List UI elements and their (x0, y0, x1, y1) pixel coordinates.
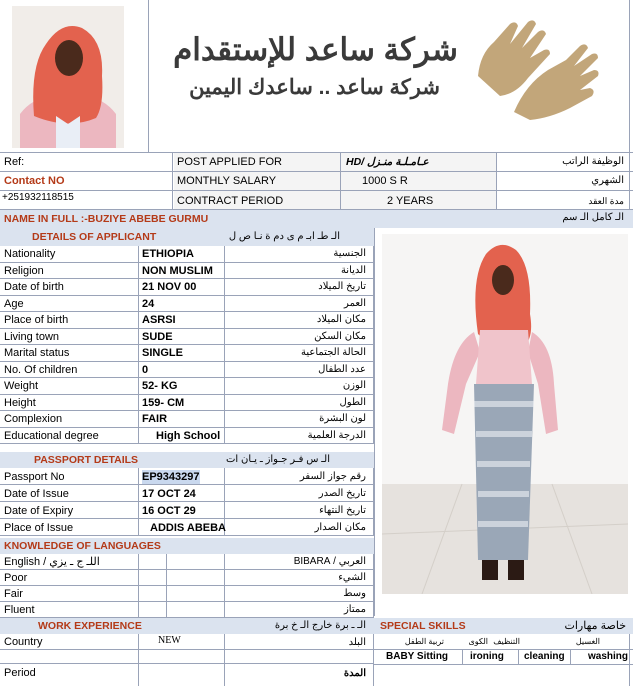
full-name-ar: الـ كامل الـ سم (562, 212, 624, 223)
details-label: Educational degree (4, 429, 99, 442)
row-divider (0, 569, 374, 570)
skill-header-ar-2: التنظيف (493, 637, 520, 646)
row-divider (0, 377, 374, 378)
row-divider (0, 443, 374, 444)
work-title: WORK EXPERIENCE (38, 620, 142, 632)
country-ar: البلد (348, 637, 366, 648)
details-value: SINGLE (142, 347, 183, 360)
passport-table (0, 468, 374, 536)
details-label-ar: الديانة (340, 264, 366, 276)
details-title: DETAILS OF APPLICANT (32, 231, 157, 243)
contract-label-ar: مدة العقد (588, 196, 624, 206)
languages-bar (0, 538, 374, 554)
row-divider (0, 518, 374, 519)
row-divider (0, 361, 374, 362)
languages-label-ar: وسط (343, 588, 366, 599)
skill-cleaning: cleaning (524, 651, 565, 662)
details-value: 21 NOV 00 (142, 281, 197, 294)
contact-number: +251932118515 (2, 192, 74, 203)
period-label: Period (4, 667, 36, 679)
details-label: Nationality (4, 248, 56, 261)
details-value: 159- CM (142, 396, 185, 409)
details-value: High School (156, 429, 221, 442)
details-table (0, 246, 374, 444)
passport-value: EP9343297 (142, 470, 200, 483)
passport-label-ar: مكان الصدار (314, 521, 366, 533)
skill-baby-sitting: BABY Sitting (386, 651, 449, 662)
languages-label: Fluent (4, 604, 35, 616)
details-label: Complexion (4, 413, 63, 426)
row-divider (0, 262, 374, 263)
period-ar: المدة (343, 668, 366, 679)
details-value: 52- KG (142, 380, 178, 393)
details-label-ar: العمر (344, 297, 366, 309)
languages-label-ar: العربي / BIBARA (293, 556, 366, 567)
header-frame-left (148, 0, 149, 152)
details-label: Marital status (4, 347, 70, 360)
company-name: شركة ساعد للإستقدام (173, 32, 458, 67)
languages-label-ar: ممتاز (343, 604, 366, 615)
details-label-ar: الجنسية (333, 248, 366, 260)
row-divider (0, 311, 374, 312)
passport-value: ADDIS ABEBA (150, 521, 226, 534)
country-value: NEW (158, 635, 181, 646)
details-label: Religion (4, 264, 44, 277)
passport-value: 17 OCT 24 (142, 487, 196, 500)
contact-label: Contact NO (4, 175, 65, 187)
work-table (0, 634, 374, 686)
details-value: FAIR (142, 413, 168, 426)
hands-logo (470, 14, 610, 124)
details-label: Age (4, 297, 24, 310)
passport-label: Passport No (4, 470, 65, 483)
row-divider (0, 535, 374, 536)
passport-label: Date of Expiry (4, 504, 74, 517)
row-divider (0, 427, 374, 428)
passport-title: PASSPORT DETAILS (34, 454, 139, 466)
details-label: Place of birth (4, 314, 69, 327)
header (0, 0, 633, 152)
passport-label-ar: تاريخ الصدر (318, 487, 366, 499)
row-divider (0, 295, 374, 296)
details-title-ar: الـ طـ ابـ م ی دم ة نـا ص ل (228, 231, 340, 242)
details-label-ar: مكان السكن (314, 330, 366, 342)
full-name: NAME IN FULL :-BUZIYE ABEBE GURMU (4, 213, 209, 225)
passport-title-ar: الـ س فـر جـواز ـ يـان ات (226, 454, 330, 465)
details-label: Living town (4, 330, 60, 343)
top-info-table (0, 152, 633, 210)
details-value: ETHIOPIA (142, 248, 194, 261)
salary-label: MONTHLY SALARY (177, 175, 277, 187)
row-divider (0, 484, 374, 485)
languages-label: English / اللـ ج ـ يزي (4, 556, 100, 568)
details-label: No. Of children (4, 363, 78, 376)
row-divider (0, 501, 374, 502)
salary-value: 1000 S R (362, 175, 408, 187)
languages-label-ar: الشيء (338, 572, 366, 583)
details-label-ar: الوزن (342, 380, 366, 392)
ref-label: Ref: (4, 156, 25, 168)
details-value: 24 (142, 297, 155, 310)
languages-label: Poor (4, 572, 28, 584)
languages-label: Fair (4, 588, 23, 600)
skill-header-ar-4: تربية الطفل (404, 637, 444, 646)
details-value: SUDE (142, 330, 173, 343)
passport-label-ar: رقم جواز السفر (299, 470, 366, 482)
country-label: Country (4, 636, 43, 648)
post-label-ar: الوظيفة الراتب (562, 156, 624, 167)
details-value: 0 (142, 363, 149, 376)
row-divider (0, 585, 374, 586)
details-value: ASRSI (142, 314, 176, 327)
header-frame-right (629, 0, 630, 152)
details-label-ar: عدد الطفال (318, 363, 366, 375)
work-title-ar: الـ ـ برة خارج الـ خ برة (274, 620, 366, 631)
row-divider (0, 344, 374, 345)
skills-title-ar: خاصة مهارات (564, 620, 626, 632)
details-label-ar: الطول (339, 396, 366, 408)
contract-value: 2 YEARS (387, 195, 434, 207)
skill-ironing: ironing (470, 651, 504, 662)
contract-label: CONTRACT PERIOD (177, 195, 284, 207)
portrait-small (12, 6, 124, 148)
salary-label-ar: الشهري (591, 175, 624, 186)
details-label: Weight (4, 380, 39, 393)
passport-label: Place of Issue (4, 521, 74, 534)
post-label: POST APPLIED FOR (177, 156, 282, 168)
row-divider (0, 410, 374, 411)
skills-table (374, 634, 633, 686)
passport-value: 16 OCT 29 (142, 504, 196, 517)
row-divider (0, 601, 374, 602)
details-label-ar: الحالة الجتماعية (301, 347, 366, 359)
details-label: Height (4, 396, 36, 409)
languages-title: KNOWLEDGE OF LANGUAGES (4, 540, 161, 552)
languages-table (0, 554, 374, 618)
details-value: NON MUSLIM (142, 264, 213, 277)
skill-header-ar-3: الكوى (468, 637, 488, 646)
post-value: HD/ عـامـلـة منـزل (346, 156, 429, 168)
row-divider (0, 328, 374, 329)
row-divider (0, 278, 374, 279)
skill-header-ar-1: الغسيل (575, 637, 600, 646)
skills-title: SPECIAL SKILLS (380, 620, 466, 632)
details-label-ar: تاريخ الميلاد (318, 281, 366, 293)
passport-label: Date of Issue (4, 487, 69, 500)
details-label-ar: الدرجة العلمية (307, 429, 366, 441)
company-tagline: شركة ساعد .. ساعدك اليمين (189, 76, 440, 99)
details-label-ar: مكان الميلاد (316, 314, 366, 326)
details-label-ar: لون البشرة (319, 413, 366, 425)
full-body-photo (382, 234, 628, 594)
details-label: Date of birth (4, 281, 64, 294)
skill-washing: washing (588, 651, 629, 662)
passport-label-ar: تاريخ النتهاء (319, 504, 366, 516)
row-divider (0, 394, 374, 395)
